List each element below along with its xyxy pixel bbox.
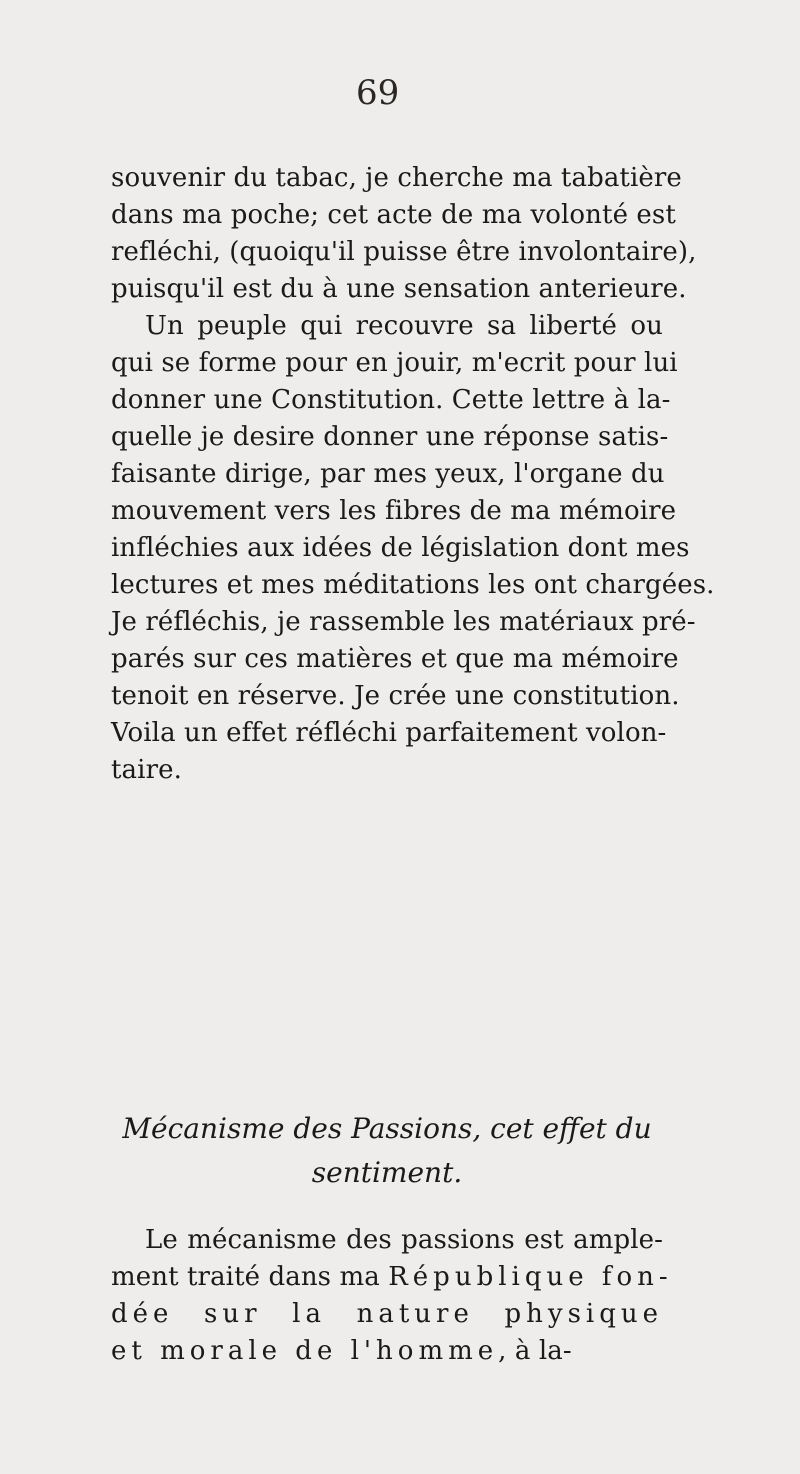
text-line: qui se forme pour en jouir, m'ecrit pour lui: [111, 348, 678, 378]
text-line: refléchi, (quoiqu'il puisse être involontaire),: [111, 237, 697, 267]
section-heading: Mécanisme des Passions, cet effet du: [122, 1112, 652, 1145]
body-text-continued: [111, 1222, 673, 1370]
text-line: quelle je desire donner une réponse satis-: [111, 422, 669, 452]
text-line: tenoit en réserve. Je crée une constitution.: [111, 681, 680, 711]
body-text: [111, 160, 715, 789]
text-segment: ment traité dans ma: [111, 1262, 389, 1292]
text-line: lectures et mes méditations les ont chargées.: [111, 570, 715, 600]
text-line: parés sur ces matières et que ma mémoire: [111, 644, 679, 674]
book-title-segment: et morale de l'homme: [111, 1336, 499, 1366]
text-line: [111, 1259, 673, 1296]
text-segment: , à la-: [498, 1336, 572, 1366]
text-line: faisante dirige, par mes yeux, l'organe du: [111, 459, 665, 489]
text-line: infléchies aux idées de législation dont mes: [111, 533, 690, 563]
page-number: 69: [356, 73, 400, 113]
text-line: [111, 1333, 663, 1370]
text-line: puisqu'il est du à une sensation anterieure.: [111, 274, 687, 304]
section-heading-continued: sentiment.: [311, 1156, 463, 1189]
text-line: Je réfléchis, je rassemble les matériaux pré-: [111, 607, 696, 637]
text-line: Voila un effet réfléchi parfaitement volon-: [111, 718, 667, 748]
text-line: Le mécanisme des passions est ample-: [145, 1225, 663, 1255]
text-line: souvenir du tabac, je cherche ma tabatière: [111, 163, 682, 193]
book-title-line: dée sur la nature physique: [111, 1299, 663, 1329]
text-line: mouvement vers les fibres de ma mémoire: [111, 496, 677, 526]
book-title-segment: République fon-: [388, 1262, 673, 1292]
text-line: taire.: [111, 755, 182, 785]
text-line: dans ma poche; cet acte de ma volonté est: [111, 200, 676, 230]
text-line: donner une Constitution. Cette lettre à la-: [111, 385, 671, 415]
text-line: Un peuple qui recouvre sa liberté ou: [145, 311, 663, 341]
